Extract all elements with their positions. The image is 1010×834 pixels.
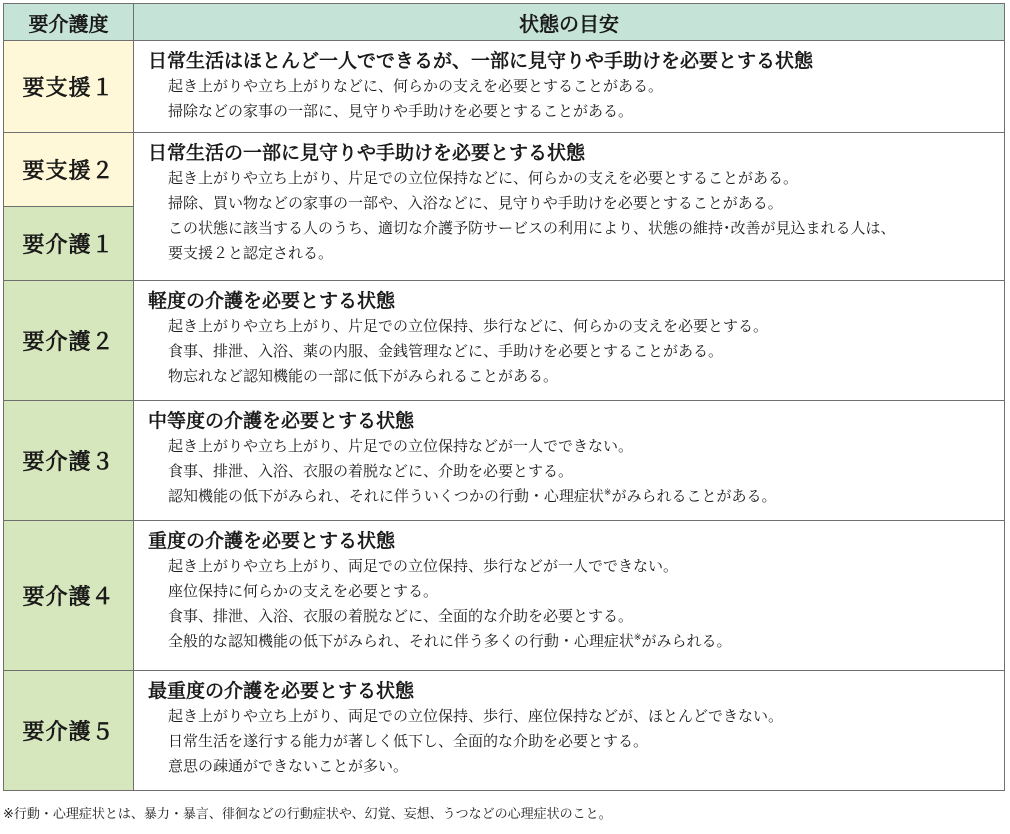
header-state-guide: 状態の目安 bbox=[134, 4, 1005, 41]
state-line: 食事、排泄、入浴、衣服の着脱などに、介助を必要とする。 bbox=[168, 462, 574, 480]
table-row bbox=[4, 41, 1005, 133]
level-cell: 要介護５ bbox=[4, 671, 134, 791]
description-cell bbox=[134, 401, 1005, 521]
state-line: 起き上がりや立ち上がり、両足での立位保持、歩行、座位保持などが、ほとんどできない。 bbox=[168, 707, 784, 725]
description-cell bbox=[134, 281, 1005, 401]
state-title: 日常生活の一部に見守りや手助けを必要とする状態 bbox=[148, 142, 586, 164]
state-line-with-note bbox=[148, 484, 994, 509]
line-text: 認知機能の低下がみられ、それに伴ういくつかの行動・心理症状 bbox=[168, 487, 604, 505]
level-cell: 要支援２ bbox=[4, 133, 134, 207]
line-text: がみられる。 bbox=[641, 632, 732, 650]
description-cell bbox=[134, 521, 1005, 671]
state-title: 中等度の介護を必要とする状態 bbox=[148, 410, 415, 432]
state-line: 要支援２と認定される。 bbox=[168, 244, 334, 262]
table-row bbox=[4, 133, 1005, 207]
state-line: 起き上がりや立ち上がり、両足での立位保持、歩行などが一人でできない。 bbox=[168, 557, 679, 575]
note-mark: ※ bbox=[603, 488, 612, 498]
state-line-with-note bbox=[148, 629, 994, 654]
note-mark: ※ bbox=[633, 633, 642, 643]
state-title: 重度の介護を必要とする状態 bbox=[148, 530, 396, 552]
state-line: 食事、排泄、入浴、薬の内服、金銭管理などに、手助けを必要とすることがある。 bbox=[168, 342, 724, 360]
level-cell: 要介護３ bbox=[4, 401, 134, 521]
state-title: 日常生活はほとんど一人でできるが、一部に見守りや手助けを必要とする状態 bbox=[148, 50, 814, 72]
table-header-row bbox=[4, 4, 1005, 41]
care-level-table bbox=[3, 3, 1005, 791]
level-cell: 要介護１ bbox=[4, 207, 134, 281]
state-line: 掃除、買い物などの家事の一部や、入浴などに、見守りや手助けを必要とすることがある。 bbox=[168, 194, 783, 212]
state-line: 日常生活を遂行する能力が著しく低下し、全面的な介助を必要とする。 bbox=[168, 732, 649, 750]
state-line: この状態に該当する人のうち、適切な介護予防サービスの利用により、状態の維持･改善が見込まれる人は、 bbox=[168, 219, 896, 237]
state-line: 起き上がりや立ち上がり、片足での立位保持などに、何らかの支えを必要とすることがある。 bbox=[168, 169, 799, 187]
table-row bbox=[4, 281, 1005, 401]
level-cell: 要介護２ bbox=[4, 281, 134, 401]
line-text: 全般的な認知機能の低下がみられ、それに伴う多くの行動・心理症状 bbox=[168, 632, 634, 650]
state-line: 食事、排泄、入浴、衣服の着脱などに、全面的な介助を必要とする。 bbox=[168, 607, 634, 625]
line-text: がみられることがある。 bbox=[611, 487, 777, 505]
level-cell: 要支援１ bbox=[4, 41, 134, 133]
state-line: 物忘れなど認知機能の一部に低下がみられることがある。 bbox=[168, 367, 559, 385]
level-cell: 要介護４ bbox=[4, 521, 134, 671]
state-line: 掃除などの家事の一部に、見守りや手助けを必要とすることがある。 bbox=[168, 102, 634, 120]
state-title: 軽度の介護を必要とする状態 bbox=[148, 290, 396, 312]
state-line: 起き上がりや立ち上がり、片足での立位保持などが一人でできない。 bbox=[168, 437, 634, 455]
state-title: 最重度の介護を必要とする状態 bbox=[148, 680, 415, 702]
table-row bbox=[4, 671, 1005, 791]
header-care-level: 要介護度 bbox=[4, 4, 134, 41]
state-line: 意思の疎通ができないことが多い。 bbox=[168, 757, 409, 775]
state-line: 起き上がりや立ち上がりなどに、何らかの支えを必要とすることがある。 bbox=[168, 77, 664, 95]
description-cell bbox=[134, 41, 1005, 133]
description-cell bbox=[134, 133, 1005, 281]
table-row bbox=[4, 401, 1005, 521]
footnote: ※行動・心理症状とは、暴力・暴言、徘徊などの行動症状や、幻覚、妄想、うつなどの心理症状のこと。 bbox=[3, 807, 612, 822]
description-cell bbox=[134, 671, 1005, 791]
table-row bbox=[4, 521, 1005, 671]
state-line: 座位保持に何らかの支えを必要とする。 bbox=[168, 582, 439, 600]
state-line: 起き上がりや立ち上がり、片足での立位保持、歩行などに、何らかの支えを必要とする。 bbox=[168, 317, 769, 335]
